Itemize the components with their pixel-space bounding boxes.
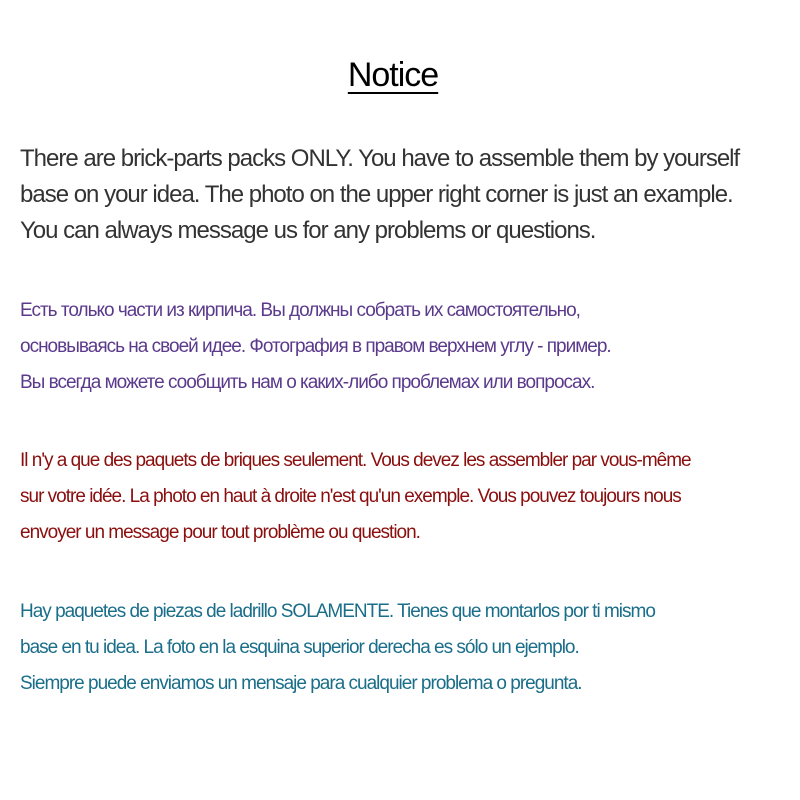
english-line-3: You can always message us for any problems or questions. [20, 217, 596, 244]
russian-line-2: основываясь на своей идее. Фотография в правом верхнем углу - пример. [20, 336, 611, 357]
russian-line-3: Вы всегда можете сообщить нам о каких-либо проблемах или вопросах. [20, 372, 595, 393]
spanish-notice [20, 594, 790, 702]
french-notice [20, 443, 790, 551]
notice-title [0, 56, 786, 95]
english-notice [20, 141, 790, 249]
spanish-line-2: base en tu idea. La foto en la esquina superior derecha es sólo un ejemplo. [20, 637, 579, 658]
russian-line-1: Есть только части из кирпича. Вы должны собрать их самостоятельно, [20, 300, 580, 321]
russian-notice [20, 293, 790, 401]
french-line-3: envoyer un message pour tout problème ou question. [20, 522, 420, 543]
french-line-2: sur votre idée. La photo en haut à droite n'est qu'un exemple. Vous pouvez toujours nous [20, 486, 681, 507]
spanish-line-3: Siempre puede enviamos un mensaje para cualquier problema o pregunta. [20, 673, 582, 694]
french-line-1: Il n'y a que des paquets de briques seulement. Vous devez les assembler par vous-même [20, 450, 691, 471]
english-line-2: base on your idea. The photo on the upper right corner is just an example. [20, 181, 733, 208]
notice-title-text: Notice [347, 56, 439, 94]
spanish-line-1: Hay paquetes de piezas de ladrillo SOLAMENTE. Tienes que montarlos por ti mismo [20, 601, 655, 622]
english-line-1: There are brick-parts packs ONLY. You have to assemble them by yourself [20, 145, 740, 172]
